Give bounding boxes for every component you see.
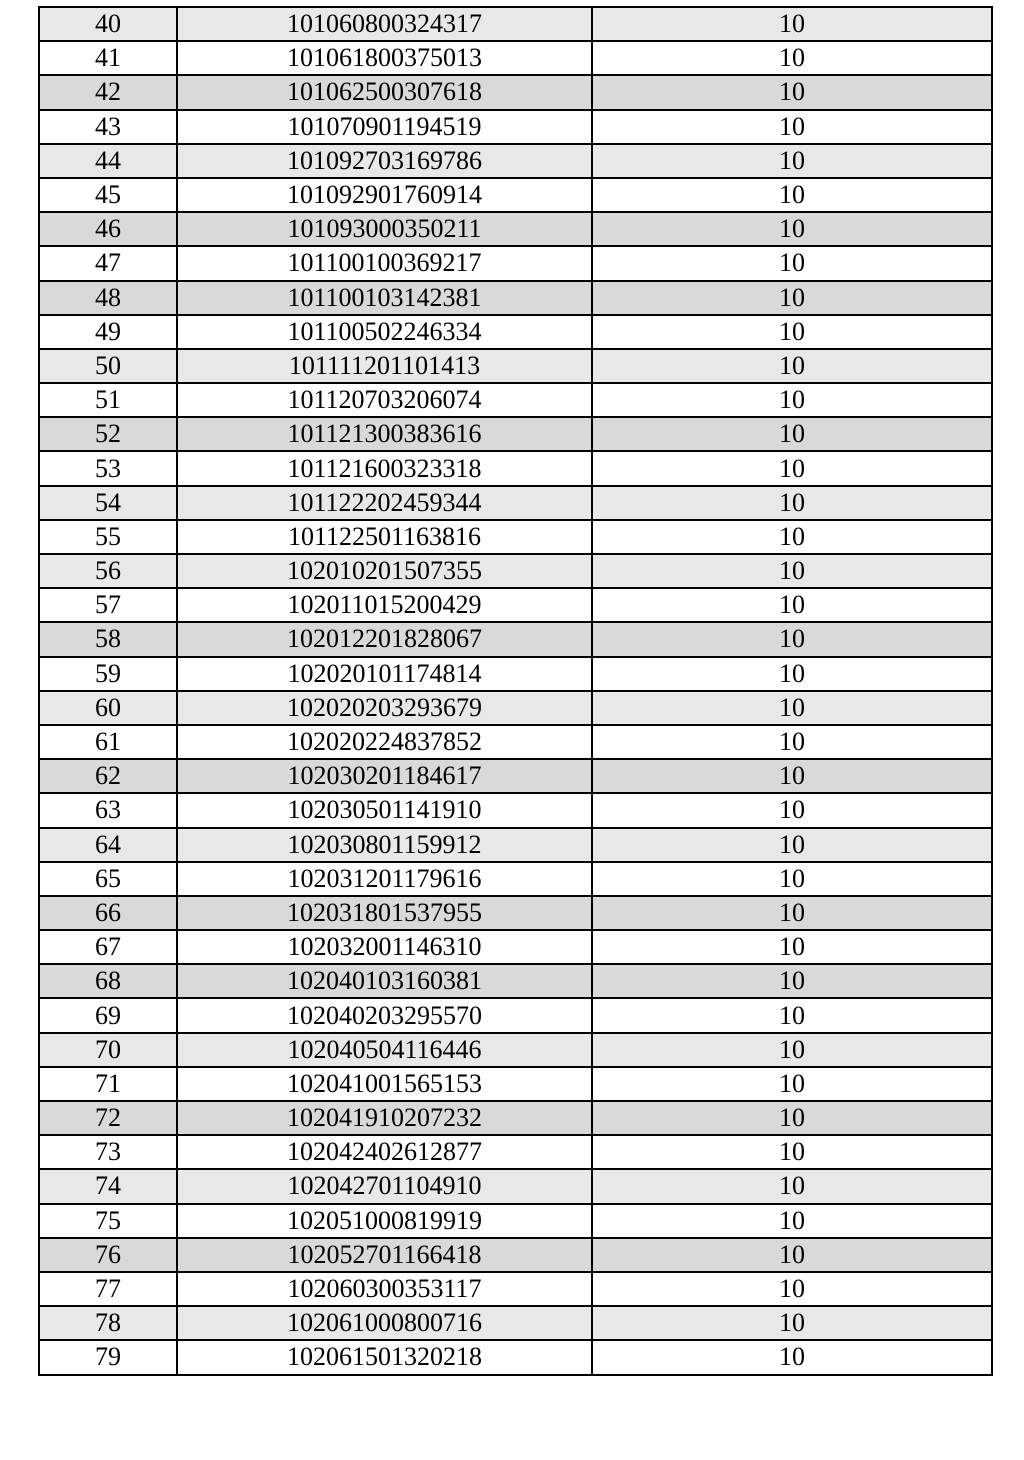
value-cell: 10	[592, 315, 992, 349]
table-row	[39, 964, 992, 998]
value-cell: 10	[592, 896, 992, 930]
id-number-cell: 102040504116446	[177, 1033, 592, 1067]
table-row	[39, 1340, 992, 1374]
table-row	[39, 759, 992, 793]
row-number-cell: 68	[39, 964, 177, 998]
table-row	[39, 622, 992, 656]
value-cell: 10	[592, 588, 992, 622]
table-row	[39, 281, 992, 315]
value-cell: 10	[592, 998, 992, 1032]
value-cell: 10	[592, 1101, 992, 1135]
row-number-cell: 60	[39, 691, 177, 725]
row-number-cell: 74	[39, 1169, 177, 1203]
row-number-cell: 77	[39, 1272, 177, 1306]
table-row	[39, 520, 992, 554]
table-row	[39, 930, 992, 964]
table-row	[39, 828, 992, 862]
table-row	[39, 725, 992, 759]
value-cell: 10	[592, 793, 992, 827]
row-number-cell: 79	[39, 1340, 177, 1374]
table-row	[39, 417, 992, 451]
id-number-cell: 102011015200429	[177, 588, 592, 622]
id-number-cell: 101100502246334	[177, 315, 592, 349]
table-row	[39, 178, 992, 212]
row-number-cell: 66	[39, 896, 177, 930]
value-cell: 10	[592, 725, 992, 759]
id-number-cell: 102032001146310	[177, 930, 592, 964]
id-number-cell: 102061501320218	[177, 1340, 592, 1374]
id-number-cell: 101100100369217	[177, 246, 592, 280]
table-row	[39, 1238, 992, 1272]
row-number-cell: 48	[39, 281, 177, 315]
row-number-cell: 69	[39, 998, 177, 1032]
value-cell: 10	[592, 759, 992, 793]
id-number-cell: 102040103160381	[177, 964, 592, 998]
row-number-cell: 76	[39, 1238, 177, 1272]
row-number-cell: 63	[39, 793, 177, 827]
table-row	[39, 896, 992, 930]
row-number-cell: 47	[39, 246, 177, 280]
row-number-cell: 41	[39, 41, 177, 75]
value-cell: 10	[592, 349, 992, 383]
row-number-cell: 52	[39, 417, 177, 451]
id-number-cell: 102040203295570	[177, 998, 592, 1032]
table-row	[39, 793, 992, 827]
table-row	[39, 349, 992, 383]
row-number-cell: 70	[39, 1033, 177, 1067]
value-cell: 10	[592, 1204, 992, 1238]
row-number-cell: 59	[39, 657, 177, 691]
value-cell: 10	[592, 1306, 992, 1340]
table-row	[39, 75, 992, 109]
id-number-cell: 102020203293679	[177, 691, 592, 725]
value-cell: 10	[592, 144, 992, 178]
value-cell: 10	[592, 178, 992, 212]
value-cell: 10	[592, 41, 992, 75]
table-row	[39, 383, 992, 417]
id-number-cell: 102042701104910	[177, 1169, 592, 1203]
table-row	[39, 144, 992, 178]
value-cell: 10	[592, 451, 992, 485]
value-cell: 10	[592, 828, 992, 862]
row-number-cell: 72	[39, 1101, 177, 1135]
id-number-cell: 102030201184617	[177, 759, 592, 793]
value-cell: 10	[592, 1340, 992, 1374]
table-row	[39, 1033, 992, 1067]
id-number-cell: 101122501163816	[177, 520, 592, 554]
row-number-cell: 65	[39, 862, 177, 896]
value-cell: 10	[592, 1135, 992, 1169]
value-cell: 10	[592, 691, 992, 725]
row-number-cell: 40	[39, 7, 177, 41]
value-cell: 10	[592, 554, 992, 588]
value-cell: 10	[592, 930, 992, 964]
id-number-cell: 102042402612877	[177, 1135, 592, 1169]
table-row	[39, 1067, 992, 1101]
table-row	[39, 212, 992, 246]
row-number-cell: 55	[39, 520, 177, 554]
row-number-cell: 78	[39, 1306, 177, 1340]
table-row	[39, 1306, 992, 1340]
table-row	[39, 862, 992, 896]
value-cell: 10	[592, 281, 992, 315]
row-number-cell: 46	[39, 212, 177, 246]
row-number-cell: 64	[39, 828, 177, 862]
row-number-cell: 61	[39, 725, 177, 759]
id-number-cell: 102051000819919	[177, 1204, 592, 1238]
id-number-cell: 102041910207232	[177, 1101, 592, 1135]
value-cell: 10	[592, 862, 992, 896]
table-row	[39, 998, 992, 1032]
row-number-cell: 67	[39, 930, 177, 964]
id-number-cell: 101060800324317	[177, 7, 592, 41]
id-number-cell: 101062500307618	[177, 75, 592, 109]
id-number-cell: 102031201179616	[177, 862, 592, 896]
table-row	[39, 486, 992, 520]
value-cell: 10	[592, 212, 992, 246]
table-row	[39, 1101, 992, 1135]
row-number-cell: 45	[39, 178, 177, 212]
table-row	[39, 451, 992, 485]
table-row	[39, 657, 992, 691]
row-number-cell: 75	[39, 1204, 177, 1238]
row-number-cell: 73	[39, 1135, 177, 1169]
id-number-cell: 101120703206074	[177, 383, 592, 417]
value-cell: 10	[592, 75, 992, 109]
id-number-cell: 102030801159912	[177, 828, 592, 862]
table-row	[39, 691, 992, 725]
id-number-cell: 102030501141910	[177, 793, 592, 827]
row-number-cell: 49	[39, 315, 177, 349]
id-number-cell: 101121300383616	[177, 417, 592, 451]
row-number-cell: 58	[39, 622, 177, 656]
value-cell: 10	[592, 1238, 992, 1272]
value-cell: 10	[592, 1272, 992, 1306]
id-number-cell: 101092901760914	[177, 178, 592, 212]
value-cell: 10	[592, 486, 992, 520]
value-cell: 10	[592, 383, 992, 417]
id-number-cell: 101122202459344	[177, 486, 592, 520]
table-row	[39, 1169, 992, 1203]
value-cell: 10	[592, 1067, 992, 1101]
row-number-cell: 54	[39, 486, 177, 520]
id-number-cell: 102052701166418	[177, 1238, 592, 1272]
row-number-cell: 51	[39, 383, 177, 417]
id-number-cell: 101093000350211	[177, 212, 592, 246]
row-number-cell: 71	[39, 1067, 177, 1101]
table-row	[39, 7, 992, 41]
value-cell: 10	[592, 657, 992, 691]
row-number-cell: 42	[39, 75, 177, 109]
value-cell: 10	[592, 110, 992, 144]
value-cell: 10	[592, 520, 992, 554]
value-cell: 10	[592, 622, 992, 656]
table-row	[39, 1204, 992, 1238]
value-cell: 10	[592, 1033, 992, 1067]
table-row	[39, 1272, 992, 1306]
id-number-cell: 101092703169786	[177, 144, 592, 178]
table-row	[39, 588, 992, 622]
id-number-cell: 102031801537955	[177, 896, 592, 930]
value-cell: 10	[592, 964, 992, 998]
row-number-cell: 50	[39, 349, 177, 383]
value-cell: 10	[592, 1169, 992, 1203]
value-cell: 10	[592, 417, 992, 451]
table-body	[39, 7, 992, 1375]
id-number-cell: 102020224837852	[177, 725, 592, 759]
data-table	[38, 6, 993, 1376]
row-number-cell: 56	[39, 554, 177, 588]
table-row	[39, 110, 992, 144]
id-number-cell: 102041001565153	[177, 1067, 592, 1101]
id-number-cell: 101100103142381	[177, 281, 592, 315]
id-number-cell: 101121600323318	[177, 451, 592, 485]
row-number-cell: 53	[39, 451, 177, 485]
row-number-cell: 44	[39, 144, 177, 178]
id-number-cell: 102010201507355	[177, 554, 592, 588]
row-number-cell: 57	[39, 588, 177, 622]
table-row	[39, 315, 992, 349]
id-number-cell: 101111201101413	[177, 349, 592, 383]
value-cell: 10	[592, 7, 992, 41]
id-number-cell: 101061800375013	[177, 41, 592, 75]
row-number-cell: 62	[39, 759, 177, 793]
id-number-cell: 102061000800716	[177, 1306, 592, 1340]
table-row	[39, 1135, 992, 1169]
id-number-cell: 101070901194519	[177, 110, 592, 144]
id-number-cell: 102012201828067	[177, 622, 592, 656]
table-row	[39, 41, 992, 75]
value-cell: 10	[592, 246, 992, 280]
id-number-cell: 102020101174814	[177, 657, 592, 691]
table-row	[39, 246, 992, 280]
row-number-cell: 43	[39, 110, 177, 144]
id-number-cell: 102060300353117	[177, 1272, 592, 1306]
table-row	[39, 554, 992, 588]
